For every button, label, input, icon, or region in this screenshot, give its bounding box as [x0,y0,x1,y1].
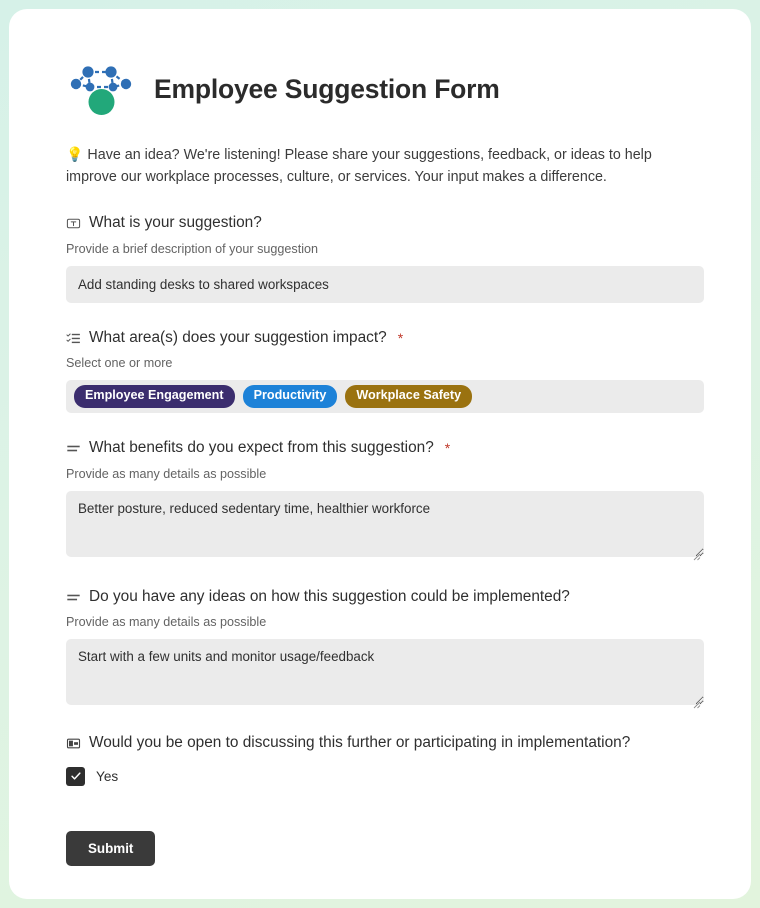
question-help: Select one or more [66,356,173,371]
suggestion-input[interactable] [66,266,704,303]
question-participate [66,734,705,785]
multiline-text-icon [66,441,81,456]
implementation-textarea-wrapper [66,629,704,710]
tag-chip[interactable]: Workplace Safety [345,385,472,408]
question-label: What area(s) does your suggestion impact? [89,328,387,346]
question-label: What benefits do you expect from this suggestion? [89,439,434,457]
question-benefits [66,439,705,561]
question-help: Provide as many details as possible [66,615,267,630]
required-marker: * [397,329,404,346]
question-label-row [66,439,705,457]
question-suggestion [66,214,705,302]
question-label: Do you have any ideas on how this suggestion could be implemented? [89,587,570,605]
checkbox-label: Yes [96,768,119,784]
submit-button[interactable]: Submit [66,831,155,866]
question-label-row [66,329,705,347]
intro-copy: Have an idea? We're listening! Please share your suggestions, feedback, or ideas to help improve our workplace processes, culture, or services. Your input makes a difference. [66,147,652,186]
toggle-icon [66,736,81,751]
question-label-row [66,734,705,752]
benefits-textarea-wrapper [66,481,704,562]
text-input-icon [66,216,81,231]
tag-chip[interactable]: Productivity [243,385,338,408]
question-label: What is your suggestion? [89,214,262,232]
page-title: Employee Suggestion Form [154,73,500,104]
benefits-textarea[interactable] [66,491,704,557]
tag-chip[interactable]: Employee Engagement [74,385,235,408]
checkbox-checked-icon[interactable] [66,767,85,786]
question-implementation-ideas [66,588,705,710]
intro-text [66,144,696,188]
question-label: Would you be open to discussing this further or participating in implementation? [89,734,631,752]
question-help: Provide as many details as possible [66,466,267,481]
impact-areas-tag-field[interactable] [66,380,704,413]
form-card [9,9,751,899]
required-marker: * [444,440,451,457]
question-label-row [66,214,705,232]
lightbulb-icon: 💡 [66,146,84,162]
question-help: Provide a brief description of your suggestion [66,241,319,256]
participate-checkbox-row[interactable] [66,767,705,786]
multiline-text-icon [66,590,81,605]
question-label-row [66,588,705,606]
form-header [66,59,705,119]
question-impact-areas [66,329,705,413]
implementation-textarea[interactable] [66,639,704,705]
multi-select-icon [66,331,81,346]
network-graph-logo-icon [66,59,138,119]
